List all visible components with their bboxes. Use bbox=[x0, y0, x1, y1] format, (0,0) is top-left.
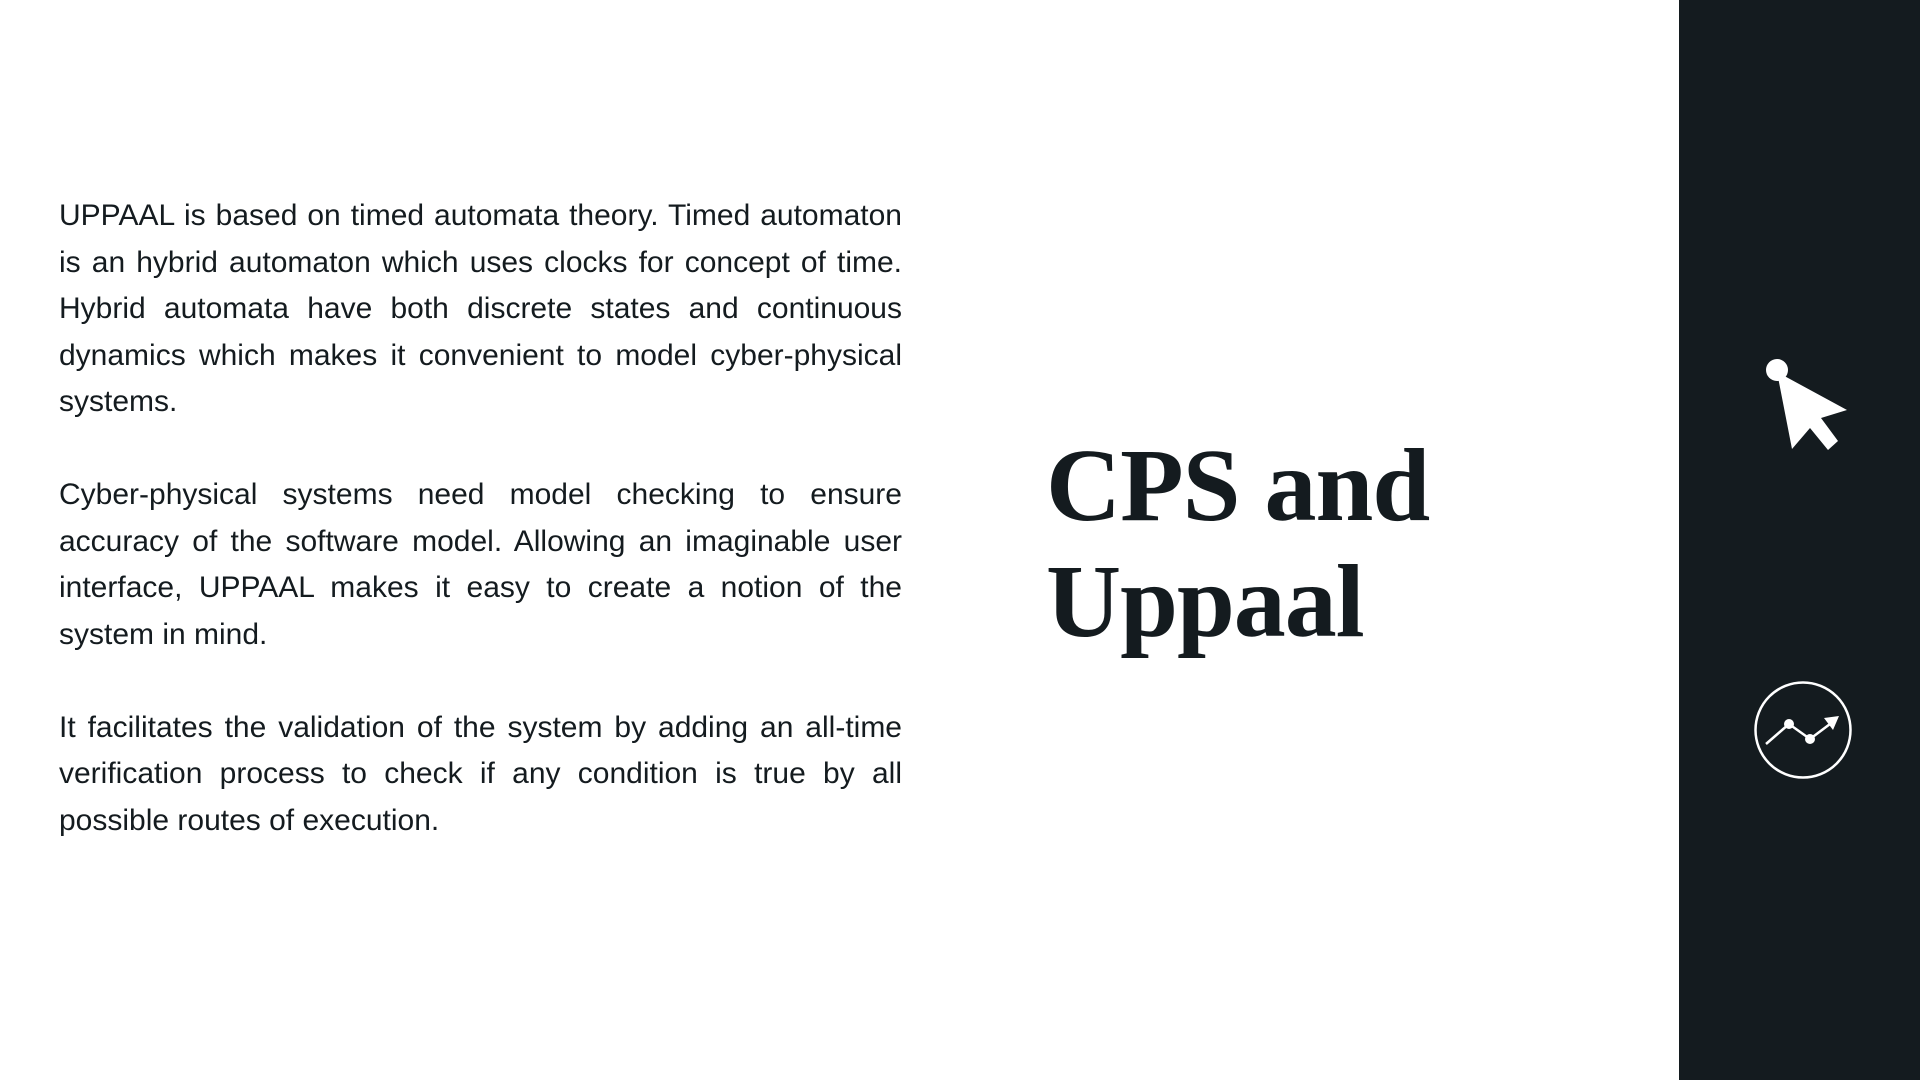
trend-chart-icon bbox=[1753, 680, 1853, 780]
title-line-2: Uppaal bbox=[1046, 544, 1364, 659]
paragraph-2: Cyber-physical systems need model checking to ensure accuracy of the software model. Allowing an imaginable user interface, UPPAAL makes it easy to create a notion of the system in mind. bbox=[59, 478, 902, 651]
paragraph-3: It facilitates the validation of the system by adding an all-time verification process to check if any condition is true by all possible routes of execution. bbox=[59, 710, 902, 837]
paragraph-1: UPPAAL is based on timed automata theory. Timed automaton is an hybrid automaton which uses clocks for concept of time. Hybrid automata have both discrete states and continuous dynamics which makes it convenient to model cyber-physical systems. bbox=[59, 199, 902, 418]
title-line-1: CPS and bbox=[1046, 428, 1430, 543]
sidebar-panel bbox=[1679, 0, 1920, 1080]
slide-title bbox=[1046, 428, 1466, 660]
body-text bbox=[59, 193, 902, 844]
cursor-click-icon bbox=[1758, 358, 1848, 454]
